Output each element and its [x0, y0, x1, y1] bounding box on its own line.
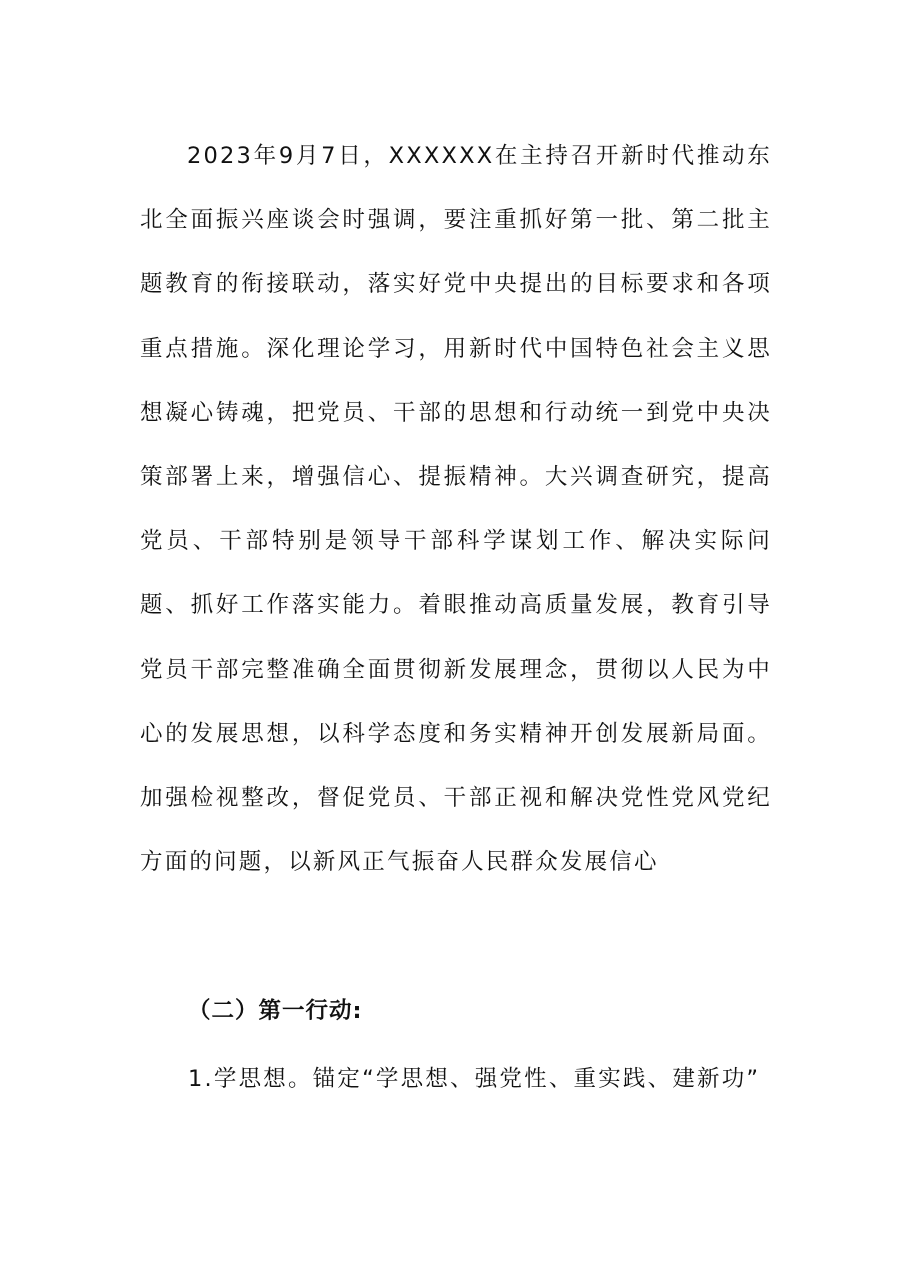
- body-paragraph: 2023年9月7日，XXXXXX在主持召开新时代推动东北全面振兴座谈会时强调，要注重抓好第一批、第二批主题教育的衔接联动，落实好党中央提出的目标要求和各项重点措施。深化理论学习，用新时代中国特色社会主义思想凝心铸魂，把党员、干部的思想和行动统一到党中央决策部署上来，增强信心、提振精神。大兴调查研究，提高党员、干部特别是领导干部科学谋划工作、解决实际问题、抓好工作落实能力。着眼推动高质量发展，教育引导党员干部完整准确全面贯彻新发展理念，贯彻以人民为中心的发展思想，以科学态度和务实精神开创发展新局面。加强检视整改，督促党员、干部正视和解决党性党风党纪方面的问题，以新风正气振奋人民群众发展信心: [140, 143, 772, 876]
- section-heading: （二）第一行动:: [188, 998, 363, 1024]
- list-item-1: 1.学思想。锚定“学思想、强党性、重实践、建新功”: [188, 1066, 761, 1092]
